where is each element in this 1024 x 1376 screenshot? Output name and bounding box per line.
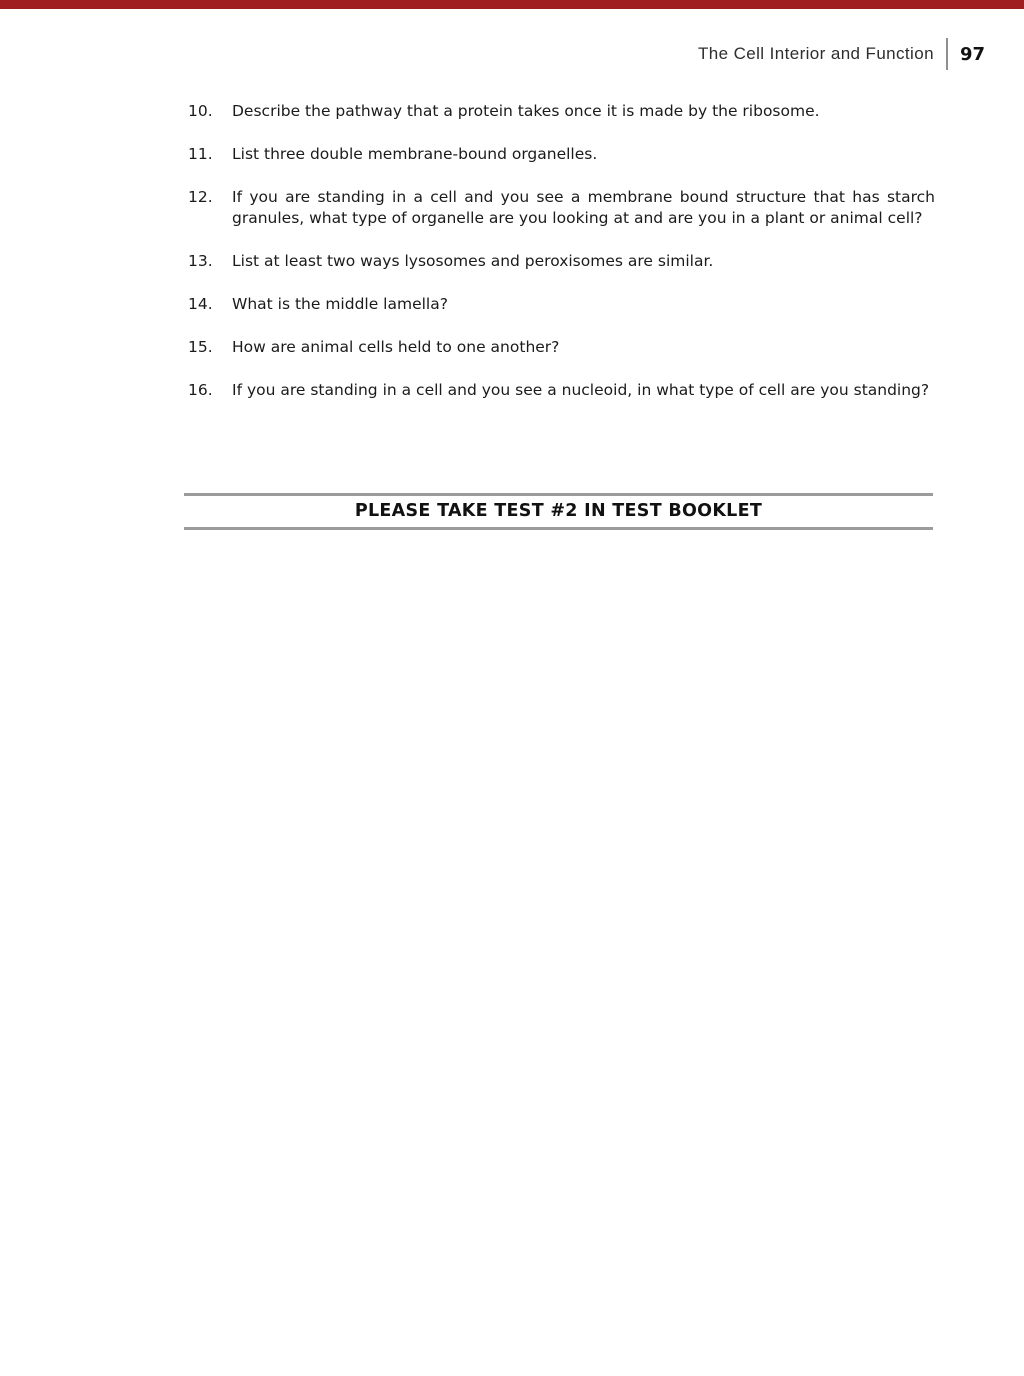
test-banner: [184, 493, 933, 530]
top-accent-bar: [0, 0, 1024, 9]
chapter-title: The Cell Interior and Function: [697, 44, 934, 63]
question-item-10: [188, 101, 935, 122]
banner-rule-bottom: [184, 527, 933, 530]
question-number: 12.: [188, 188, 213, 206]
question-number: 14.: [188, 295, 213, 313]
question-text: List at least two ways lysosomes and peroxisomes are similar.: [232, 252, 714, 270]
question-text: If you are standing in a cell and you see a nucleoid, in what type of cell are you standing?: [232, 381, 930, 399]
question-number: 11.: [188, 145, 213, 163]
question-number: 16.: [188, 381, 213, 399]
question-item-16: [188, 380, 935, 401]
page-number: 97: [959, 43, 985, 65]
question-text: If you are standing in a cell and you see a membrane bound structure that has starch granules, what type of organelle are you looking at and are you in a plant or animal cell?: [232, 188, 935, 227]
question-item-13: [188, 251, 935, 272]
question-list: [188, 101, 935, 423]
question-text: How are animal cells held to one another?: [232, 338, 560, 356]
question-item-12: [188, 187, 935, 229]
running-header: [698, 38, 985, 70]
question-text: List three double membrane-bound organelles.: [232, 145, 598, 163]
question-number: 13.: [188, 252, 213, 270]
question-text: What is the middle lamella?: [232, 295, 448, 313]
header-divider: [946, 38, 948, 70]
question-item-11: [188, 144, 935, 165]
banner-text: PLEASE TAKE TEST #2 IN TEST BOOKLET: [354, 501, 763, 521]
question-item-14: [188, 294, 935, 315]
question-item-15: [188, 337, 935, 358]
question-number: 10.: [188, 102, 213, 120]
question-text: Describe the pathway that a protein takes once it is made by the ribosome.: [232, 102, 820, 120]
question-number: 15.: [188, 338, 213, 356]
